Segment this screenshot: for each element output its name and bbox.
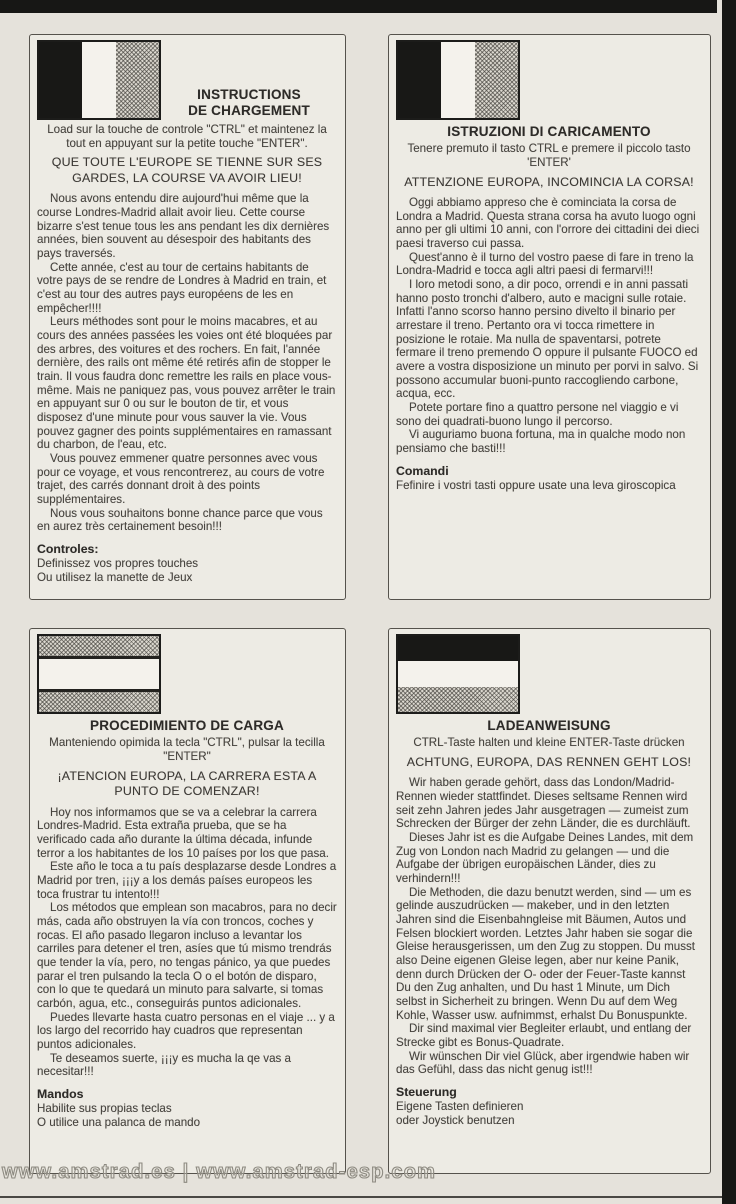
section-italian <box>388 34 711 600</box>
controls-line: Fefinire i vostri tasti oppure usate una leva giroscopica <box>396 478 676 492</box>
section-title: PROCEDIMIENTO DE CARGA <box>90 718 284 733</box>
flag-band <box>39 659 159 690</box>
flag-band <box>116 42 159 118</box>
section-french <box>29 34 346 600</box>
section-title <box>161 87 337 120</box>
body-paragraph: Cette année, c'est au tour de certains habitants de votre pays de se rendre de Londres à Madrid en train, et c'est au tour des autres pays européens de les en empêcher!!!! <box>37 260 327 315</box>
france-flag-icon <box>37 40 161 120</box>
section-title: LADEANWEISUNG <box>487 718 611 733</box>
load-instruction: Load sur la touche de controle "CTRL" et maintenez la tout en appuyant sur la petite touche "ENTER". <box>47 123 327 150</box>
section-spanish <box>29 628 346 1174</box>
controls-line: Ou utilisez la manette de Jeux <box>37 571 193 585</box>
right-border-bar <box>722 0 736 1204</box>
controls-heading: Comandi <box>396 463 449 478</box>
body-paragraph: Los métodos que emplean son macabros, para no decir más, cada año obstruyen la vía con troncos, coches y rocas. El año pasado llegaron incluso a levantar los carriles para detener el tren, asíes que tú mismo trendrás que tender la vía, pero, no tengas pánico, ya que puedes parar el tren pulsando la tecla O o el botón de disparo, con lo que te quedará un minuto para salvarte, si tomas carbón, agua, etc., conseguirás puntos adicionales. <box>37 901 337 1010</box>
flag-band <box>39 692 159 712</box>
alert-headline: ¡ATENCION EUROPA, LA CARRERA ESTA A PUNTO DE COMENZAR! <box>57 768 317 799</box>
body-paragraph: Te deseamos suerte, ¡¡¡y es mucha la qe vas a necesitar!!! <box>37 1051 291 1079</box>
controls-line: oder Joystick benutzen <box>396 1114 515 1128</box>
flag-band <box>398 42 441 118</box>
body-paragraph: Die Methoden, die dazu benutzt werden, sind — um es gelinde auszudrücken — makeber, und in den letzten Jahren sind die Eisenbahngleise mit Bäumen, Autos und Felsen blockiert worden. Letztes Jahr haben sie sogar die Gleise herausgerissen, um den Zug zu stoppen. Du musst also Deine eigenen Gleise legen, aber nur keine Panik, denn durch Drücken der O- oder der Feuer-Taste kannst Du den Zug anhalten, und Du hast 1 Minute, um Dich selbst in Sicherheit zu bringen. Wenn Du auf dem Weg Kohle, Wasser usw. aufnimmst, erhalst Du Bonuspunkte. <box>396 885 696 1022</box>
alert-headline: ACHTUNG, EUROPA, DAS RENNEN GEHT LOS! <box>406 754 692 769</box>
body-paragraph: Leurs méthodes sont pour le moins macabres, et au cours des années passées les voies ont été bloquées par des arbres, des voitures et des rochers. En fait, l'année dernière, des rails ont même été retirés afin de stopper le train. Il vous faudra donc remettre les rails en place vous-même. Mais ne paniquez pas, vous pouvez arrêter le train en appuyant sur 0 ou sur le bouton de tir, et vous disposez d'une minute pour vous sauver la vie. Vous pouvez gagner des points supplémentaires en ramassant du charbon, de l'eau, etc. <box>37 315 336 452</box>
body-paragraph: Nous vous souhaitons bonne chance parce que vous en aurez très certainement besoin!!! <box>37 506 323 534</box>
body-paragraph: I loro metodi sono, a dir poco, orrendi e in anni passati hanno posto tronchi d'albero, auto e macigni sulle rotaie. Infatti l'anno scorso hanno persino divelto il binario per arrestare il treno. Pertanto ora vi tocca rimettere in posizione le rotaie. Ma nulla de spaventarsi, potrete fermare il treno premendo O oppure il pulsante FUOCO ed avere a vostra disposizione un minuto per porvi in salvo. Si possono accumular buoni-punto raccogliendo carbone, acqua, ecc. <box>396 278 699 401</box>
flag-band <box>39 636 159 656</box>
body-paragraph: Dir sind maximal vier Begleiter erlaubt, und entlang der Strecke gibt es Bonus-Quadrate. <box>396 1022 692 1050</box>
section-german <box>388 628 711 1174</box>
body-paragraph: Quest'anno è il turno del vostro paese di fare in treno la Londra-Madrid e tocca agli altri paesi di fermarvi!!! <box>396 250 694 278</box>
website-watermark: www.amstrad.es | www.amstrad-esp.com <box>2 1161 437 1183</box>
controls-line: Definissez vos propres touches <box>37 557 199 571</box>
body-paragraph: Nous avons entendu dire aujourd'hui même que la course Londres-Madrid allait avoir lieu. Cette course bizarre s'est tenue tous les ans pendant les dix dernières années, bien souvent au désespoir des habitants des pays traversés. <box>37 192 330 261</box>
body-paragraph: Wir wünschen Dir viel Glück, aber irgendwie haben wir das Gefühl, dass das nicht genug ist!!! <box>396 1049 690 1077</box>
flag-band <box>398 636 518 661</box>
top-border-bar <box>0 0 717 13</box>
title-line: INSTRUCTIONS <box>197 86 301 102</box>
body-paragraph: Wir haben gerade gehört, dass das London/Madrid-Rennen wieder stattfindet. Dieses seltsame Rennen wird seit zehn Jahren jedes Jahr ausgetragen — zumeist zum Schrecken der Bürger der zehn Länder, die es durchläuft. <box>396 776 691 831</box>
body-paragraph: Oggi abbiamo appreso che è cominciata la corsa de Londra a Madrid. Questa strana corsa ha avuto luogo ogni anno per gli ultimi 10 anni, con l'orrore dei cittadini dei dieci paesi traverso cui passa. <box>396 196 700 251</box>
title-line: DE CHARGEMENT <box>188 102 310 118</box>
controls-heading: Mandos <box>37 1086 84 1101</box>
flag-band <box>82 42 116 118</box>
flag-band <box>398 687 518 712</box>
germany-flag-icon <box>396 634 520 714</box>
flag-band <box>398 661 518 686</box>
body-paragraph: Hoy nos informamos que se va a celebrar la carrera Londres-Madrid. Esta extraña prueba, que se ha verificado cada año durante la última década, infunde terror a los habitantes de los 10 países por los que pasa. <box>37 805 329 860</box>
controls-line: O utilice una palanca de mando <box>37 1116 201 1130</box>
controls-heading: Steuerung <box>396 1085 457 1100</box>
controls-line: Eigene Tasten definieren <box>396 1100 524 1114</box>
flag-band <box>441 42 475 118</box>
italy-flag-icon <box>396 40 520 120</box>
alert-headline: ATTENZIONE EUROPA, INCOMINCIA LA CORSA! <box>404 174 694 189</box>
bottom-border-line <box>0 1196 722 1198</box>
alert-headline: QUE TOUTE L'EUROPE SE TIENNE SUR SES GARDES, LA COURSE VA AVOIR LIEU! <box>51 155 323 185</box>
body-paragraph: Puedes llevarte hasta cuatro personas en el viaje ... y a los largo del recorrido hay cuadros que representan puntos adicionales. <box>37 1010 335 1051</box>
controls-line: Habilite sus propias teclas <box>37 1101 172 1115</box>
body-paragraph: Dieses Jahr ist es die Aufgabe Deines Landes, mit dem Zug von London nach Madrid zu gelangen — und die Aufgabe der übrigen europäischen Länder, dies zu verhindern!!! <box>396 831 694 886</box>
section-title: ISTRUZIONI DI CARICAMENTO <box>447 124 651 139</box>
body-paragraph: Este año le toca a tu país desplazarse desde Londres a Madrid por tren, ¡¡¡y a los demás países europeos les toca frustrar tu intento!!! <box>37 860 337 901</box>
load-instruction: CTRL-Taste halten und kleine ENTER-Taste drücken <box>413 736 685 750</box>
flag-band <box>475 42 518 118</box>
load-instruction: Tenere premuto il tasto CTRL e premere il piccolo tasto 'ENTER' <box>407 142 691 169</box>
body-paragraph: Vi auguriamo buona fortuna, ma in qualche modo non pensiamo che basti!!! <box>396 428 686 456</box>
flag-band <box>39 42 82 118</box>
spain-flag-icon <box>37 634 161 714</box>
load-instruction: Manteniendo opimida la tecla "CTRL", pulsar la tecilla "ENTER" <box>49 736 325 763</box>
body-paragraph: Vous pouvez emmener quatre personnes avec vous pour ce voyage, et vous rencontrerez, au cours de votre trajet, des carrés donnant droit à des points supplémentaires. <box>37 452 325 507</box>
body-paragraph: Potete portare fino a quattro persone nel viaggio e vi sono dei quadrati-buono lungo il percorso. <box>396 401 679 428</box>
french-header-row <box>37 40 337 120</box>
controls-heading: Controles: <box>37 542 99 557</box>
